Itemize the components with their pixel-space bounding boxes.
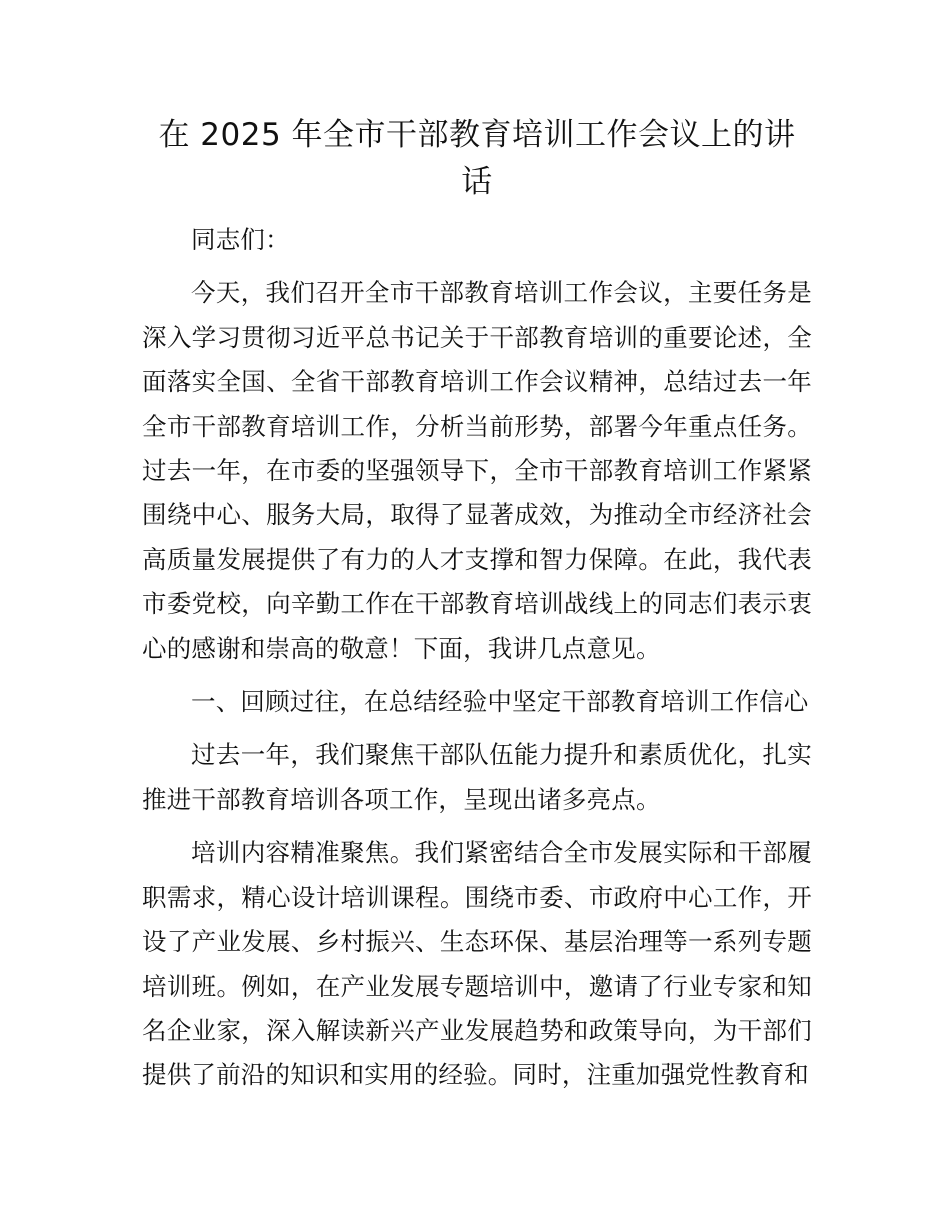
paragraph-training-content: 培训内容精准聚焦。我们紧密结合全市发展实际和干部履职需求，精心设计培训课程。围绕市委、市政府中心工作，开设了产业发展、乡村振兴、生态环保、基层治理等一系列专题培训班。例如，在产业发展专题培训中，邀请了行业专家和知名企业家，深入解读新兴产业发展趋势和政策导向，为干部们提供了前沿的知识和实用的经验。同时，注重加强党性教育和 [142, 838, 812, 1090]
paragraph-review: 过去一年，我们聚焦干部队伍能力提升和素质优化，扎实推进干部教育培训各项工作，呈现出诸多亮点。 [142, 740, 812, 814]
document-title: 在 2025 年全市干部教育培训工作会议上的讲话 [158, 117, 796, 200]
document-body [142, 218, 812, 1107]
section-heading-1: 一、回顾过往，在总结经验中坚定干部教育培训工作信心 [191, 687, 809, 717]
salutation: 同志们： [191, 225, 290, 254]
paragraph-intro: 今天，我们召开全市干部教育培训工作会议，主要任务是深入学习贯彻习近平总书记关于干部教育培训的重要论述，全面落实全国、全省干部教育培训工作会议精神，总结过去一年全市干部教育培训工作，分析当前形势，部署今年重点任务。过去一年，在市委的坚强领导下，全市干部教育培训工作紧紧围绕中心、服务大局，取得了显著成效，为推动全市经济社会高质量发展提供了有力的人才支撑和智力保障。在此，我代表市委党校，向辛勤工作在干部教育培训战线上的同志们表示衷心的感谢和崇高的敬意！下面，我讲几点意见。 [142, 278, 812, 663]
